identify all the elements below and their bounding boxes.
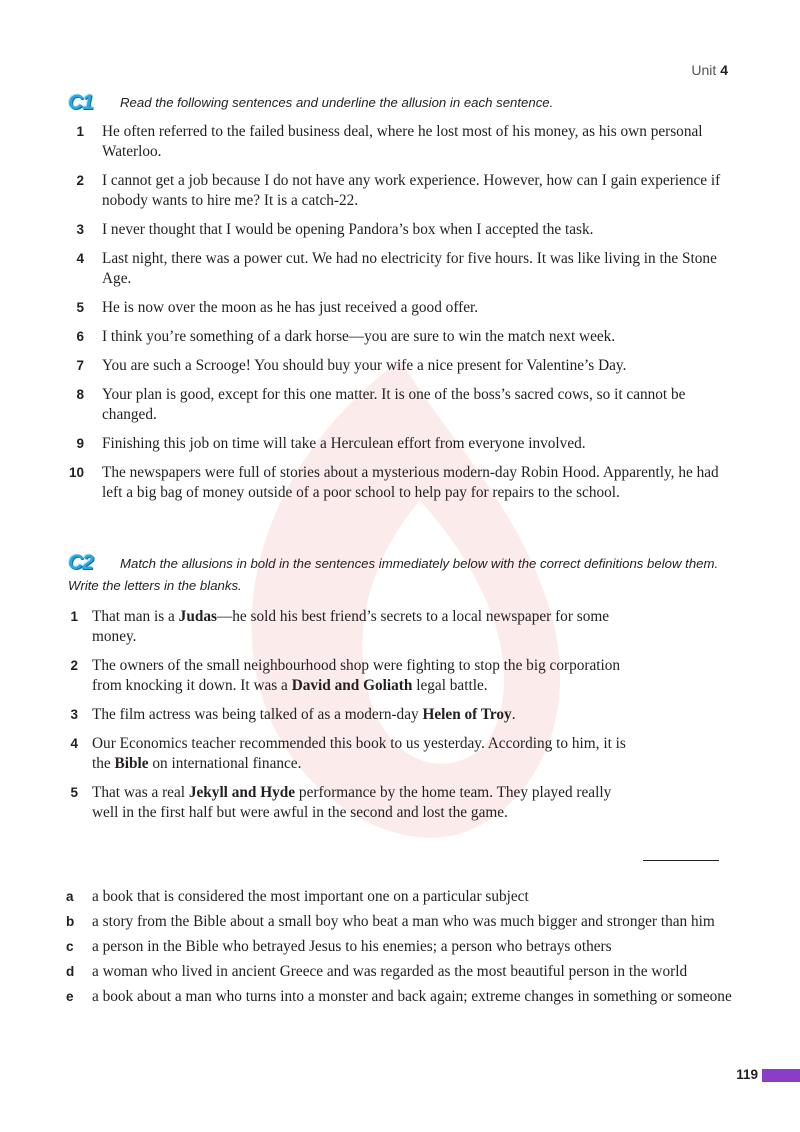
unit-number: 4: [720, 62, 728, 78]
definition-text: a person in the Bible who betrayed Jesus to his enemies; a person who betrays others: [92, 938, 612, 955]
sentence-text: Your plan is good, except for this one matter. It is one of the boss’s sacred cows, so it cannot be changed.: [102, 386, 686, 423]
sentence-text: He often referred to the failed business deal, where he lost most of his money, as his own personal Waterloo.: [102, 123, 703, 160]
page-accent-bar: [762, 1069, 800, 1082]
c2-sentence: 5 That was a real Jekyll and Hyde performance by the home team. They played really well in the first half but were awful in the second and lost the game.: [66, 783, 626, 823]
allusion-bold: Judas: [178, 608, 217, 625]
definition-letter: a: [66, 889, 74, 904]
c1-instruction: [68, 92, 728, 114]
item-number: 1: [76, 124, 84, 139]
sentence-text: I never thought that I would be opening Pandora’s box when I accepted the task.: [102, 221, 594, 238]
c2-badge: C2: [68, 551, 93, 574]
unit-header: [691, 62, 728, 78]
definition: [66, 937, 732, 957]
definition-text: a woman who lived in ancient Greece and was regarded as the most beautiful person in the world: [92, 963, 688, 980]
c1-sentence: [66, 298, 726, 318]
answer-blank[interactable]: [643, 860, 719, 861]
sentence-text: I cannot get a job because I do not have any work experience. However, how can I gain experience if nobody wants to hire me? It is a catch-22.: [102, 172, 721, 209]
c1-sentence: [66, 434, 726, 454]
item-number: 10: [68, 465, 84, 480]
c2-instruction-text: Match the allusions in bold in the sentences immediately below with the correct definitions below them. Write the letters in the blanks.: [68, 556, 719, 593]
c2-sentence: 4 Our Economics teacher recommended this book to us yesterday. According to him, it is the Bible on international finance.: [66, 734, 626, 774]
sentence-text: I think you’re something of a dark horse—you are sure to win the match next week.: [102, 328, 616, 345]
sentence-text: He is now over the moon as he has just received a good offer.: [102, 299, 479, 316]
item-number: 4: [70, 736, 78, 751]
c1-sentence: [66, 385, 726, 425]
definition: [66, 987, 732, 1007]
sentence-text: You are such a Scrooge! You should buy your wife a nice present for Valentine’s Day.: [102, 357, 627, 374]
c1-sentence-list: [66, 122, 726, 512]
sentence-text: Finishing this job on time will take a Herculean effort from everyone involved.: [102, 435, 586, 452]
item-number: 5: [76, 300, 84, 315]
sentence-text: The newspapers were full of stories about a mysterious modern-day Robin Hood. Apparently, he had left a big bag of money outside of a poor school to help pay for repairs to the school.: [102, 464, 719, 501]
c1-sentence: [66, 327, 726, 347]
c2-sentence: 1 That man is a Judas—he sold his best friend’s secrets to a local newspaper for some money.: [66, 607, 626, 647]
c2-sentence: 2 The owners of the small neighbourhood shop were fighting to stop the big corporation from knocking it down. It was a David and Goliath legal battle.: [66, 656, 626, 696]
c1-sentence: [66, 122, 726, 162]
item-number: 9: [76, 436, 84, 451]
item-number: 7: [76, 358, 84, 373]
c1-sentence: [66, 220, 726, 240]
definition-letter: e: [66, 989, 74, 1004]
item-number: 4: [76, 251, 84, 266]
c1-badge: C1: [68, 91, 93, 114]
definition: [66, 912, 732, 932]
c1-instruction-text: Read the following sentences and underline the allusion in each sentence.: [120, 95, 554, 110]
allusion-bold: Jekyll and Hyde: [188, 784, 296, 801]
definition: [66, 887, 732, 907]
item-number: 3: [76, 222, 84, 237]
c2-sentence: 3 The film actress was being talked of as a modern-day Helen of Troy.: [66, 705, 626, 725]
page-number: 119: [736, 1067, 758, 1082]
c2-sentence-list: [66, 607, 626, 832]
definition-text: a book that is considered the most important one on a particular subject: [92, 888, 529, 905]
item-number: 1: [70, 609, 78, 624]
definitions-list: [66, 887, 732, 1012]
item-number: 6: [76, 329, 84, 344]
c2-instruction: [68, 553, 728, 597]
item-number: 8: [76, 387, 84, 402]
definition-letter: b: [66, 914, 75, 929]
sentence-text: Last night, there was a power cut. We had no electricity for five hours. It was like living in the Stone Age.: [102, 250, 717, 287]
item-number: 3: [70, 707, 78, 722]
c1-sentence: [66, 356, 726, 376]
allusion-bold: Bible: [114, 755, 149, 772]
item-number: 5: [70, 785, 78, 800]
definition-text: a story from the Bible about a small boy who beat a man who was much bigger and stronger than him: [92, 913, 715, 930]
definition-letter: d: [66, 964, 75, 979]
item-number: 2: [76, 173, 84, 188]
allusion-bold: David and Goliath: [291, 677, 413, 694]
unit-label: Unit: [691, 62, 717, 78]
definition-letter: c: [66, 939, 74, 954]
c1-sentence: [66, 171, 726, 211]
c1-sentence: [66, 463, 726, 503]
allusion-bold: Helen of Troy: [422, 706, 512, 723]
definition: [66, 962, 732, 982]
definition-text: a book about a man who turns into a monster and back again; extreme changes in something or someone: [92, 988, 732, 1005]
c1-sentence: [66, 249, 726, 289]
item-number: 2: [70, 658, 78, 673]
